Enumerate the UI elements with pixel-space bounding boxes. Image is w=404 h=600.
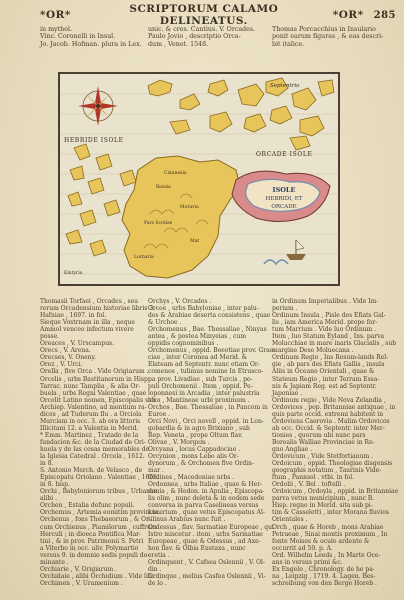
text-line: comenos , tulimus nomine In Etrusco- (148, 368, 264, 376)
text-line: dices , ad Tuderum flu . a Orciola (40, 410, 142, 418)
text-line: Rep. Veneta , prope Oltum flav. (148, 431, 243, 439)
bottom-column-middle (148, 298, 276, 587)
text-line: Orchys , V. Orcades . (148, 298, 212, 305)
text-line: Ordoicum , Ordoyla , oppid. in Britanniae (272, 488, 399, 496)
label-region: Rossia (156, 185, 171, 190)
text-line: Episcopatu Oriolano . Valentiae , 1661. (40, 474, 159, 482)
text-line: Paulo Jovio , descriptio Orca- (148, 33, 241, 41)
text-line: nis & Japiam Reg. est ad Septentr. (272, 382, 377, 390)
text-line: versus 9. in domnio sedis populi do- (40, 551, 150, 559)
text-line: Orchos , Bae. Thessaliae , in Pancom in (148, 403, 268, 411)
text-line: Ordovices , pop. Britanniae antiquae , in (272, 403, 396, 411)
text-line: gie , ab pars des Efiats Gallis , insula (272, 361, 385, 369)
text-line: schreibung von den Berge Horeb . (272, 579, 377, 587)
text-line: tim & Casseletti , inter Morana fluvios (272, 509, 389, 517)
text-line: fonte Moises & oculo ardente & (272, 537, 370, 545)
text-line: Orchenus , fons Thebaeorum , & Or- (40, 516, 151, 524)
text-line: perium . (272, 305, 298, 313)
text-line: Tarrac. nunc Tamplia , & alia Or- (40, 382, 141, 390)
text-line: donia , & Hedon. in Apulia , Episcopa- (148, 488, 265, 496)
text-line: Item , luo Statum Eyland , Ins. parva (272, 333, 385, 341)
top-column-left (40, 26, 144, 48)
text-line: gno Angliae . (272, 445, 313, 453)
text-line: a Viterbo in occ. aliv. Polymartio (40, 544, 139, 552)
label-region: Catanesia (164, 171, 187, 176)
text-line: huela y de las cosas memorables de (40, 445, 150, 453)
text-line: ans in versus primi &c. (272, 558, 343, 566)
text-line: pa prov. Livadiae , sub Turcis , po- (148, 375, 253, 383)
text-line: ponit earum figuras , & eas descri- (272, 33, 384, 41)
text-line: Archiep. Valentino, ad montium ra- (40, 403, 147, 411)
text-line: Orella , five Orca . Vide Origiarum . (40, 368, 149, 376)
text-line: Elateam ad Septentr. nunc etiam Or- (148, 361, 260, 369)
text-line: Aliis in Oceano Orientali , quae & (272, 368, 375, 376)
text-line: Orecs , V. Arena. (40, 347, 91, 355)
header-ornament-left: *OR* (40, 9, 71, 21)
text-line: Orchomenus , oppid. Boeotiae prov. Grae- (148, 347, 276, 355)
text-line: Orchimen , V. Uramenium . (40, 579, 123, 587)
text-line: la Iglesia Catedral . Orcela , 1612. (40, 453, 145, 461)
text-line: gobardia & in agro Brixiano , sub (148, 424, 250, 432)
text-line: lis , iam America Merid. prope for- (272, 319, 378, 327)
text-line: in Ordinum Imperialibus . Vide Im- (272, 298, 379, 305)
text-line: unic. & cres. Cantius. V. Orcades. (148, 26, 256, 33)
text-line: Ordines , Macedoniae urbs . (148, 474, 235, 482)
text-line: Ordinum regio , Vide Nova Zelandia , (272, 396, 386, 404)
text-line: Orcoe , urbs Babyloniae , inter palu- (148, 305, 259, 313)
text-line: Ex Engelo , Chronology. de he pa- (272, 565, 375, 573)
text-line: cum Orchienus , Piamilorum , cuffrum (40, 523, 157, 531)
text-line: hon flav. & Olbia Eustaxa , nunc (148, 544, 246, 552)
running-title: SCRIPTORUM CALAMO DELINEATUS. (129, 3, 279, 27)
text-line: * Emm. Martinez , Tratado de la (40, 431, 139, 439)
text-line: Orez , V. Urci. (40, 361, 83, 369)
text-line: Orecses, V. Oneny. (40, 354, 97, 362)
cartouche-line-1: ISOLE (272, 186, 296, 194)
text-line: buela , urbs Regni Valentiae , quae (40, 389, 147, 397)
header-ornament-right: *OR* (332, 9, 364, 21)
text-line: Orchen , Estalia defunc populi. (40, 502, 135, 510)
text-line: & Urchoe . (148, 319, 182, 327)
label-hebride-isole: HEBRIDE ISOLE (64, 137, 124, 144)
text-line: Ordinquent , V. Cafsea Oslennii , V. Ol- (148, 558, 265, 566)
text-line: Ordessus , flav. Sarmatiae Europeae , qui (148, 523, 274, 531)
text-line: geographis notatum , Taurinis Vide- (272, 467, 382, 475)
text-line: occurrit ad 59. p. A. (272, 544, 333, 552)
text-line: Orchiarie , V. Origiarum . (40, 565, 117, 573)
text-line: Ordoicum , oppid. Theologiae disgensis (272, 460, 393, 468)
page-header (40, 3, 396, 27)
label-region: Lornaria (134, 255, 154, 260)
text-line: Olivae , V. Morgem . (148, 438, 210, 446)
text-line: in 8. (40, 460, 54, 468)
text-line: Ordinque , melius Casfea Oslennii , Vi- (148, 572, 266, 580)
text-line: Istro miscetur . item , urbs Sarmatiae (148, 530, 263, 538)
cartouche-line-2: HEBRIDI, ET (265, 196, 303, 202)
text-line: oppidis cognominibus . (148, 340, 219, 348)
text-line: Petraeae , Sinai montis proximum , In (272, 530, 388, 538)
text-line: des & Arabiae deserta consistens , quae (148, 312, 271, 320)
text-line: Murciam in occ. 3. ab ora littoris (40, 417, 141, 425)
text-line: in 8. hisp. (40, 481, 70, 489)
text-line: Euroe . (148, 410, 171, 418)
text-line: Ordinum Insula , Pisle des Efiats Gal- (272, 312, 386, 320)
text-line: Orcelis , urbs Bastitanorum in Hisp. (40, 375, 150, 383)
text-line: de lo . (148, 579, 167, 587)
label-septentrio: Septentrio (270, 83, 300, 89)
text-line: eretia . (148, 551, 170, 559)
label-region: Pars Scotiae (144, 221, 173, 226)
bottom-column-right (272, 298, 398, 587)
text-line: Orchi , Babyloniorum tribus , Urbanae (40, 488, 158, 496)
label-region: Kintyria (64, 271, 83, 276)
text-line: conversa in parva Caselineas versus (148, 502, 259, 510)
text-line: Orcynion , mons Lebo alis Or- (148, 453, 239, 461)
text-line: na , Leipzig , 1719. 4. Lagen. Bes- (272, 572, 376, 580)
map-svg (60, 74, 338, 284)
text-line: tionies , quorum ubi nunc pars (272, 431, 366, 439)
text-line: Orchidaie , alibi Orchidium . Vide lib. (40, 572, 154, 580)
text-line: Europeae , quae & Odessus , ad Axe- (148, 537, 261, 545)
text-line: Orch , quae & Horeb , mons Arabiae (272, 523, 384, 531)
text-line: Thomas Porcacchius in Insulario (272, 26, 376, 33)
text-line: puli Orchomenii . Item , oppid. Pe- (148, 382, 253, 390)
top-column-right (272, 26, 396, 48)
text-line: Herculi ; in dioeca Pontifica Mar- (40, 530, 142, 538)
text-line: Orchomenus , Bae. Thessaliae , Ninyas (148, 326, 267, 334)
text-line: Jo. Jacob. Hofman. plura in Lex. (40, 40, 142, 48)
text-line: Orcyana , locus Cappadociae . (148, 445, 241, 453)
text-line: Orchemus , Artemia eomitim provincia. (40, 509, 161, 517)
text-line: margine Dese Moluecana . (272, 347, 354, 355)
text-line: dynorum , & Orchomen five Ordin- (148, 460, 255, 468)
text-line: Ord. Wilhelm Leeds , In Marte Oce- (272, 551, 381, 559)
text-line: Thomasii Torfaei , Orcades , seu (40, 298, 138, 305)
text-line: Japoniae . (272, 389, 303, 397)
text-line: Oreaces , V. Urscampus. (40, 340, 115, 348)
text-line: ciae , inter Coronea ad Merid. & (148, 354, 248, 362)
text-line: mar . (148, 467, 164, 475)
text-line: Borealis Walliae Provinciae in Re- (272, 438, 375, 446)
text-line: Vinc. Coronelli in Insul. (40, 33, 116, 41)
text-line: loponnesi in Arcadia , inter palustria (148, 389, 260, 397)
text-line: Ordoviens Caerovia . Malim Ordovicos (272, 417, 390, 425)
label-region: Moravia (180, 205, 199, 210)
text-line: Orci Novi , Orci novell , oppid. in Lon- (148, 417, 264, 425)
text-line: Hafniae , 1697. in fol. (40, 312, 107, 320)
text-line: quis parte occid. extremi habitent in (272, 410, 384, 418)
map-illustration (58, 72, 340, 286)
text-line: S. Antonio Merch. de Velasco , de (40, 467, 143, 475)
label-region: Mar (190, 239, 200, 244)
text-line: minante . (40, 558, 69, 566)
text-line: Molucchiae in mare inaris Glacialis , sub (272, 340, 397, 348)
text-line: tilinus Arabius nunc fuit . (148, 516, 226, 524)
top-column-middle (148, 26, 266, 48)
text-line: Lucerium , quae vetus Episcopatus Al- (148, 509, 265, 517)
text-line: Ordovicum , Vide Stetfortianum . (272, 453, 373, 461)
page-number: 285 (373, 9, 396, 21)
text-line: alibi . (40, 495, 57, 503)
text-line: Orientales . (272, 516, 308, 524)
text-line: in mythol. (40, 26, 72, 33)
text-line: Hisp. regno in Merid. sita sub pi- (272, 502, 373, 510)
text-line: ftum , Pannsol . vtbi. in fol. (272, 474, 355, 482)
text-line: Ordonnea , urbs Italiae , quae & Her- (148, 481, 263, 489)
text-line: Stateum Regio , inter Terram Essa- (272, 375, 380, 383)
text-line: Orcelit Latino nomen, Episcopalis sub (40, 396, 156, 404)
text-line: posse. (40, 333, 60, 341)
text-line: Ordolii , V. Bel . toftelli . (272, 481, 346, 489)
text-line: Illicitani 12. a Valentia in Merid. (40, 424, 139, 432)
text-line: Ammol venceo infectum vivere (40, 326, 134, 334)
text-line: lis olim , nunc deleta & in eodem sede (148, 495, 265, 503)
text-line: fundacion &c. de la Ciudad de Ori- (40, 438, 146, 446)
cartouche-line-3: ORCADE (271, 204, 297, 210)
text-line: tum Marrium . Vide luo Ordinum . (272, 326, 377, 334)
text-line: Sieque Vostrnam in illa , neque (40, 319, 135, 327)
text-line: ab occ. Occid. & Septentr. inter Mer- (272, 424, 385, 432)
text-line: din . (148, 565, 162, 573)
text-line: rerum Orcadensium historiae libris 3. (40, 305, 156, 313)
text-line: loca , Mantineae urbi proximum . (148, 396, 250, 404)
text-line: bit italice. (272, 40, 305, 48)
text-line: dum , Venet. 1548. (148, 40, 209, 48)
text-line: Ordinum Regio , Ins Rosum-lands Rel- (272, 354, 389, 362)
text-line: antea , & postea Minyeias , cum (148, 333, 247, 341)
label-orcade-isole: ORCADE ISOLE (256, 151, 313, 158)
text-line: parva vetus municipium , nunc B. (272, 495, 375, 503)
text-line: tini , & in prov. Patrimonii S. Petri (40, 537, 144, 545)
